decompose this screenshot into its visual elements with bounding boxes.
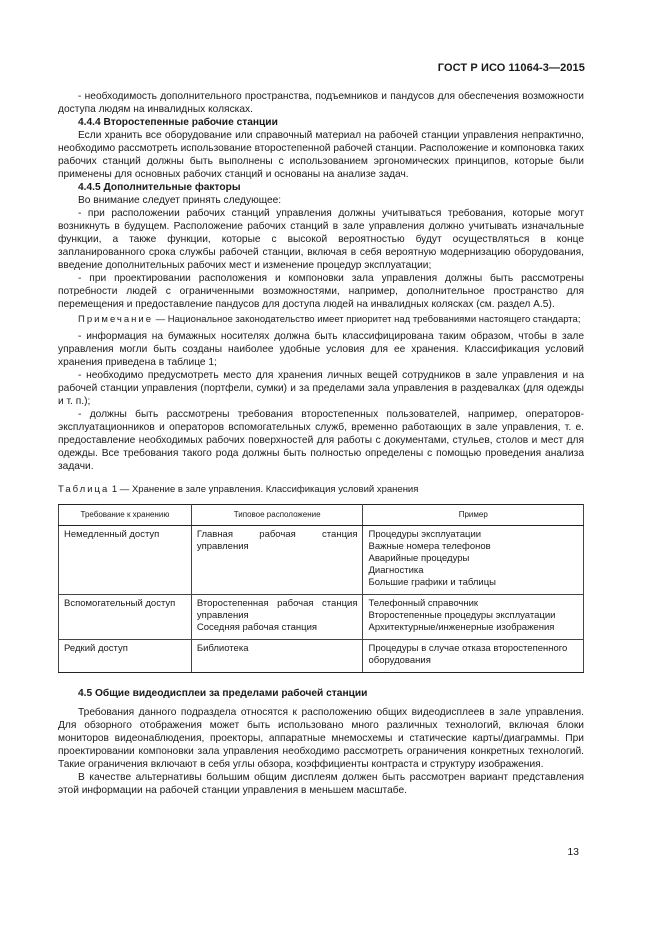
heading-4-4-5: 4.4.5 Дополнительные факторы: [78, 182, 241, 193]
storage-classification-table: [58, 504, 584, 673]
cell-requirement: Вспомогательный доступ: [59, 594, 192, 639]
cell-examples: [363, 525, 584, 594]
paragraph-secondary-workstations: Если хранить все оборудование или справочный материал на рабочей станции управления непрактично, необходимо рассмотреть использование второстепенной рабочей станции. Расположение и компоновка таких рабочих станций должны быть выполнены с использованием эргономических принципов, которые были применены для основных рабочих станций и основаны на анализе задач.: [58, 130, 584, 180]
example-item: Второстепенные процедуры эксплуатации: [368, 609, 556, 621]
location-item: Соседняя рабочая станция: [196, 621, 318, 633]
header-location: Типовое расположение: [191, 504, 363, 525]
page-body: [58, 90, 584, 797]
example-item: Архитектурные/инженерные изображения: [368, 621, 555, 633]
cell-location: [191, 594, 363, 639]
table-header-row: [59, 504, 584, 525]
paragraph-personal-storage: - необходимо предусмотреть место для хранения личных вещей сотрудников в зале управления и на рабочей станции управления (портфели, сумки) и за пределами зала управления в раздевалках (для одежды и т. п.);: [58, 369, 584, 407]
table-caption: [58, 483, 584, 496]
paragraph-access-space: - необходимость дополнительного пространства, подъемников и пандусов для обеспечения возможности доступа людям на инвалидных колясках.: [58, 91, 584, 115]
table-caption-label: Таблица: [58, 483, 110, 495]
location-item: Второстепенная рабочая станция управления: [196, 597, 358, 621]
paragraph-alternative-displays: В качестве альтернативы большим общим дисплеям должен быть рассмотрен вариант представления этой информации на рабочей станции управления в меньшем масштабе.: [58, 771, 584, 796]
cell-requirement: Редкий доступ: [59, 639, 192, 672]
heading-4-4-4: 4.4.4 Второстепенные рабочие станции: [78, 117, 278, 128]
note-label: Примечание: [78, 314, 153, 325]
header-requirement: Требование к хранению: [59, 504, 192, 525]
cell-requirement: Немедленный доступ: [59, 525, 192, 594]
example-item: Процедуры в случае отказа второстепенного оборудования: [368, 642, 568, 666]
paragraph-consider-following: Во внимание следует принять следующее:: [78, 195, 282, 206]
cell-examples: [363, 594, 584, 639]
cell-location: Главная рабочая станция управления: [191, 525, 363, 594]
paragraph-future-requirements: - при расположении рабочих станций управления должны учитываться требования, которые могут возникнуть в будущем. Расположение рабочих станций в зале управления должно учитывать изначальные функции, а также функции, которые с высокой вероятностью будут осуществляться в конце запланированного срока службы рабочей станции, включая в себя вероятную модернизацию оборудования, введение дополнительных рабочих мест и изменение процедур эксплуатации;: [58, 208, 584, 271]
heading-4-5: 4.5 Общие видеодисплеи за пределами рабочей станции: [78, 687, 368, 699]
cell-location: Библиотека: [191, 639, 363, 672]
paragraph-secondary-users: - должны быть рассмотрены требования второстепенных пользователей, например, операторов-эксплуатационников и операторов вспомогательных служб, временно работающих в зале управления, т. е. предоставление необходимых рабочих поверхностей для работы с документами, стульев, столов и мест для одежды. Все требования такого рода должны быть полностью определены с помощью проведения анализа задачи.: [58, 408, 584, 472]
paragraph-disabled-needs: - при проектировании расположения и компоновки зала управления должны быть рассмотрены потребности людей с ограниченными возможностями, например, дополнительное пространство для перемещения и предоставление пандусов для доступа людей на инвалидных колясках (см. раздел А.5).: [58, 273, 584, 310]
example-item: Процедуры эксплуатации: [368, 528, 482, 540]
paragraph-paper-info: - информация на бумажных носителях должна быть классифицирована таким образом, чтобы в зале управления могли быть созданы наиболее удобные условия для ее хранения. Классификация условий хранения приведена в таблице 1;: [58, 330, 584, 368]
document-code-header: ГОСТ Р ИСО 11064-3—2015: [437, 62, 585, 74]
table-row: [59, 594, 584, 639]
example-item: Аварийные процедуры: [368, 552, 470, 564]
header-example: Пример: [363, 504, 584, 525]
table-row: [59, 525, 584, 594]
example-item: Большие графики и таблицы: [368, 576, 497, 588]
paragraph-shared-displays: Требования данного подраздела относятся к расположению общих видеодисплеев в зале управления. Для обзорного отображения может быть использовано много различных технологий, включая блоки мониторов видеонаблюдения, проекторы, аппаратные мнемосхемы и статические карты/диаграммы. При проектировании компоновки зала управления необходимо рассмотреть ограничения конкретных технологий. Такие ограничения включают в себя углы обзора, коэффициенты контраста и структуру изображения.: [58, 706, 584, 770]
cell-examples: [363, 639, 584, 672]
note: [58, 314, 584, 327]
page-number: 13: [567, 846, 579, 858]
table-caption-text: 1 — Хранение в зале управления. Классификация условий хранения: [109, 483, 419, 495]
example-item: Важные номера телефонов: [368, 540, 491, 552]
table-row: [59, 639, 584, 672]
example-item: Диагностика: [368, 564, 424, 576]
note-text: — Национальное законодательство имеет приоритет над требованиями настоящего стандарта;: [153, 314, 581, 325]
example-item: Телефонный справочник: [368, 597, 479, 609]
